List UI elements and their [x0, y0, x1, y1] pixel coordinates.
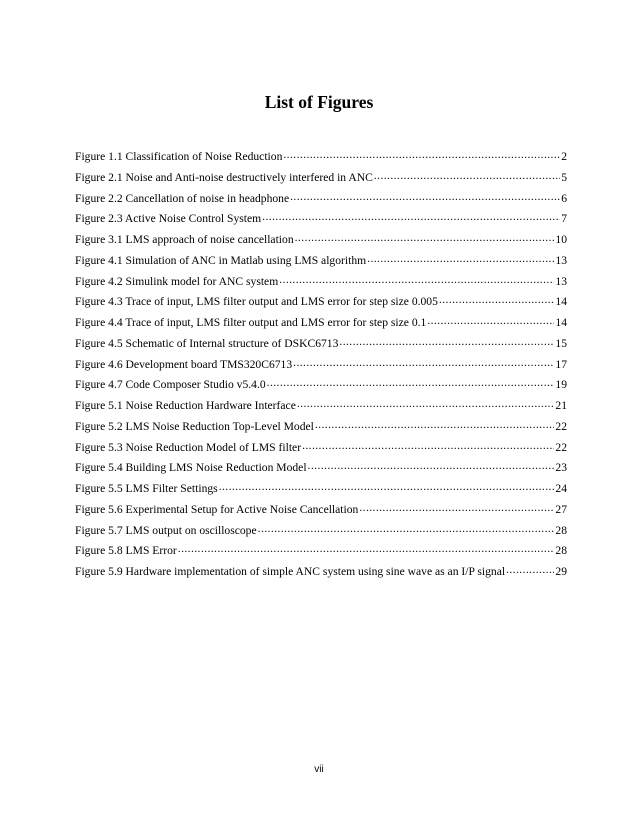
- figure-entry[interactable]: [75, 376, 567, 397]
- figure-entry-page: 6: [561, 191, 567, 205]
- figure-entry-label: Figure 4.5 Schematic of Internal structure of DSKC6713: [75, 336, 339, 350]
- figure-entry[interactable]: [75, 293, 567, 314]
- figure-entry-label: Figure 5.7 LMS output on oscilloscope: [75, 523, 257, 537]
- figure-entry-label: Figure 5.6 Experimental Setup for Active Noise Cancellation: [75, 502, 359, 516]
- figure-entry-label: Figure 4.3 Trace of input, LMS filter output and LMS error for step size 0.005: [75, 295, 438, 309]
- figure-entry[interactable]: [75, 397, 567, 418]
- figure-entry[interactable]: [75, 542, 567, 563]
- figure-entry[interactable]: [75, 210, 567, 231]
- dot-leader: [339, 335, 554, 347]
- page-number: vii: [314, 764, 324, 775]
- figure-entry-label: Figure 3.1 LMS approach of noise cancellation: [75, 233, 294, 246]
- figure-entry-label: Figure 5.9 Hardware implementation of simple ANC system using sine wave as an I/P signal: [75, 565, 506, 578]
- figure-entry-page: 14: [555, 316, 567, 329]
- dot-leader: [359, 501, 554, 513]
- dot-leader: [315, 418, 555, 430]
- figure-entry-label: Figure 2.1 Noise and Anti-noise destructively interfered in ANC: [75, 170, 373, 184]
- dot-leader: [219, 480, 555, 492]
- figure-entry-label: Figure 5.1 Noise Reduction Hardware Interface: [75, 399, 296, 412]
- figure-entry[interactable]: [75, 418, 567, 439]
- dot-leader: [295, 231, 555, 243]
- figure-entry-page: 15: [555, 336, 567, 350]
- figure-entry[interactable]: [75, 563, 567, 584]
- figure-entry-page: 22: [555, 419, 567, 433]
- figure-entry-page: 21: [555, 399, 567, 412]
- dot-leader: [293, 356, 554, 368]
- figure-entry[interactable]: [75, 169, 567, 190]
- figure-entry-page: 5: [561, 170, 567, 184]
- figure-entry-label: Figure 4.2 Simulink model for ANC system: [75, 274, 279, 288]
- figure-entry-label: Figure 5.8 LMS Error: [75, 544, 177, 558]
- dot-leader: [267, 376, 555, 388]
- figure-entry[interactable]: [75, 231, 567, 252]
- figure-entry-page: 7: [561, 212, 567, 226]
- dot-leader: [367, 252, 554, 264]
- figure-entry-label: Figure 5.2 LMS Noise Reduction Top-Level Model: [75, 419, 314, 433]
- figure-entry[interactable]: [75, 273, 567, 294]
- dot-leader: [374, 169, 560, 181]
- dot-leader: [283, 148, 560, 160]
- figure-entry[interactable]: [75, 480, 567, 501]
- figure-entry-page: 2: [561, 150, 567, 163]
- figure-entry-label: Figure 4.7 Code Composer Studio v5.4.0: [75, 378, 266, 392]
- dot-leader: [427, 314, 554, 326]
- dot-leader: [506, 563, 554, 575]
- figure-entry-page: 24: [555, 482, 567, 495]
- figure-entry-page: 22: [555, 440, 567, 454]
- figure-entry-label: Figure 1.1 Classification of Noise Reduction: [75, 150, 283, 163]
- figure-entry-page: 23: [555, 461, 567, 475]
- figure-entry-label: Figure 5.5 LMS Filter Settings: [75, 482, 218, 495]
- dot-leader: [178, 542, 555, 554]
- figure-entry[interactable]: [75, 148, 567, 169]
- figure-entry-page: 28: [555, 544, 567, 558]
- figure-entry[interactable]: [75, 439, 567, 460]
- figure-entry[interactable]: [75, 335, 567, 356]
- figure-entry-page: 19: [555, 378, 567, 392]
- figure-entry-page: 17: [555, 357, 567, 371]
- dot-leader: [262, 210, 560, 222]
- dot-leader: [290, 190, 560, 202]
- figure-entry-label: Figure 5.3 Noise Reduction Model of LMS filter: [75, 440, 302, 454]
- figure-entry-page: 27: [555, 502, 567, 516]
- figure-entry[interactable]: [75, 190, 567, 211]
- figure-entry-page: 13: [555, 274, 567, 288]
- figure-entry-label: Figure 4.4 Trace of input, LMS filter output and LMS error for step size 0.1: [75, 316, 427, 329]
- dot-leader: [439, 293, 555, 305]
- dot-leader: [258, 522, 555, 534]
- figure-entry[interactable]: [75, 459, 567, 480]
- list-of-figures: [75, 148, 567, 584]
- figure-entry-label: Figure 2.3 Active Noise Control System: [75, 212, 262, 226]
- dot-leader: [279, 273, 554, 285]
- figure-entry-page: 13: [555, 253, 567, 267]
- figure-entry[interactable]: [75, 252, 567, 273]
- dot-leader: [297, 397, 555, 409]
- figure-entry[interactable]: [75, 314, 567, 335]
- figure-entry[interactable]: [75, 501, 567, 522]
- figure-entry-page: 28: [555, 523, 567, 537]
- dot-leader: [302, 439, 554, 451]
- figure-entry[interactable]: [75, 356, 567, 377]
- figure-entry-page: 10: [555, 233, 567, 246]
- figure-entry-label: Figure 4.1 Simulation of ANC in Matlab using LMS algorithm: [75, 253, 367, 267]
- figure-entry-page: 14: [555, 295, 567, 309]
- figure-entry-page: 29: [555, 565, 567, 578]
- figure-entry-label: Figure 5.4 Building LMS Noise Reduction Model: [75, 461, 307, 475]
- figure-entry-label: Figure 2.2 Cancellation of noise in headphone: [75, 191, 290, 205]
- page-title: List of Figures: [264, 92, 374, 112]
- figure-entry[interactable]: [75, 522, 567, 543]
- dot-leader: [308, 459, 555, 471]
- figure-entry-label: Figure 4.6 Development board TMS320C6713: [75, 357, 293, 371]
